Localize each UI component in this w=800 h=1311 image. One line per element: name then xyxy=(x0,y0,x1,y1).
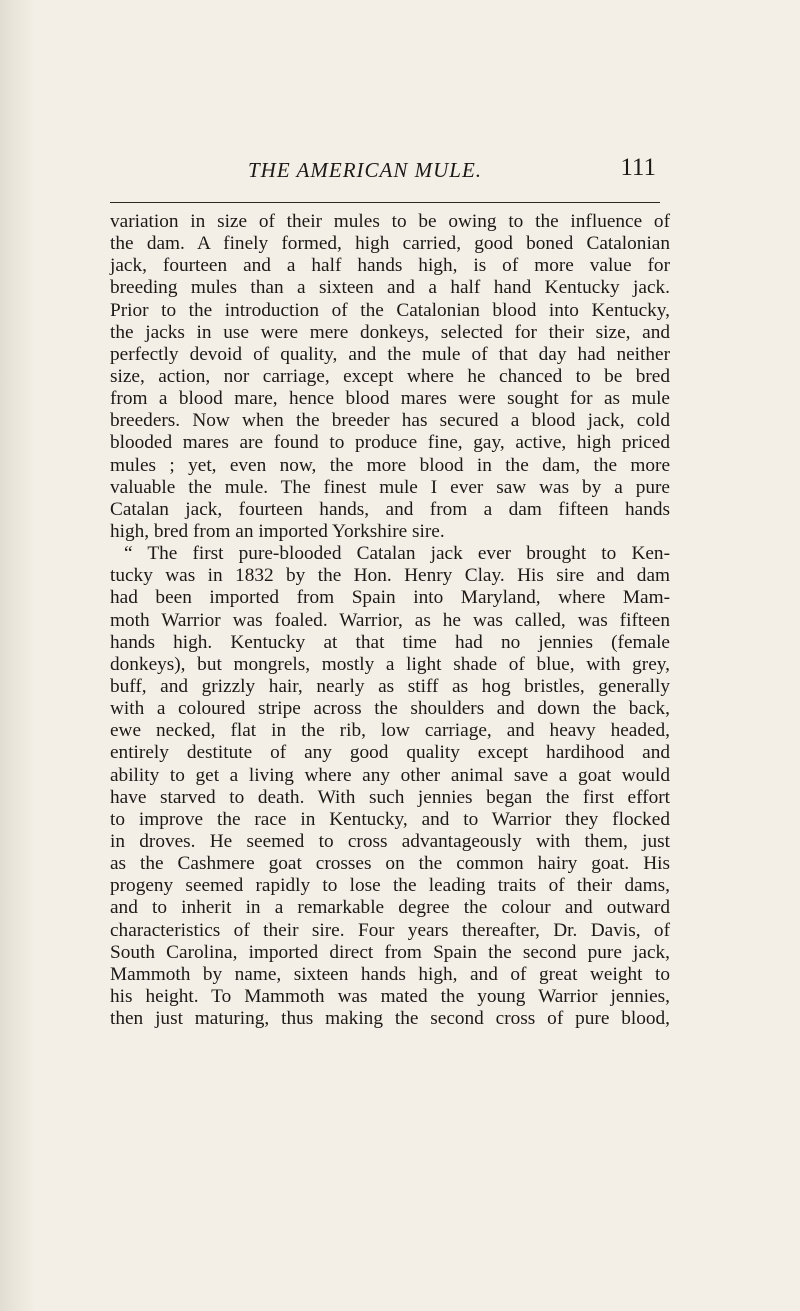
text-line: with a coloured stripe across the shoulders and down the back, xyxy=(110,698,670,720)
header-rule xyxy=(110,202,660,203)
text-line: Mammoth by name, sixteen hands high, and of great weight to xyxy=(110,963,670,985)
text-line: the jacks in use were mere donkeys, selected for their size, and xyxy=(110,321,670,343)
text-line: donkeys), but mongrels, mostly a light shade of blue, with grey, xyxy=(110,653,670,675)
text-line: ewe necked, flat in the rib, low carriage, and heavy headed, xyxy=(110,720,670,742)
text-line: from a blood mare, hence blood mares were sought for as mule xyxy=(110,388,670,410)
text-line: the dam. A finely formed, high carried, good boned Catalonian xyxy=(110,233,670,255)
text-line: jack, fourteen and a half hands high, is of more value for xyxy=(110,255,670,277)
page-number: 111 xyxy=(620,154,656,181)
text-line: progeny seemed rapidly to lose the leading traits of their dams, xyxy=(110,875,670,897)
text-line: “ The first pure-blooded Catalan jack ever brought to Ken- xyxy=(124,543,670,565)
text-line: had been imported from Spain into Maryland, where Mam- xyxy=(110,587,670,609)
text-line: blooded mares are found to produce fine, gay, active, high priced xyxy=(110,432,670,454)
text-line: tucky was in 1832 by the Hon. Henry Clay. His sire and dam xyxy=(110,565,670,587)
text-line: moth Warrior was foaled. Warrior, as he was called, was fifteen xyxy=(110,609,670,631)
text-line: and to inherit in a remarkable degree the colour and outward xyxy=(110,897,670,919)
text-line: characteristics of their sire. Four years thereafter, Dr. Davis, of xyxy=(110,919,670,941)
text-line: ability to get a living where any other animal save a goat would xyxy=(110,764,670,786)
text-line: variation in size of their mules to be owing to the influence of xyxy=(110,211,670,232)
running-head xyxy=(110,150,670,190)
text-line: as the Cashmere goat crosses on the common hairy goat. His xyxy=(110,853,670,875)
text-line: have starved to death. With such jennies began the first effort xyxy=(110,786,670,808)
text-line: entirely destitute of any good quality except hardihood and xyxy=(110,742,670,764)
text-line: buff, and grizzly hair, nearly as stiff as hog bristles, generally xyxy=(110,675,670,697)
text-line: mules ; yet, even now, the more blood in the dam, the more xyxy=(110,454,670,476)
text-line: in droves. He seemed to cross advantageously with them, just xyxy=(110,830,670,852)
text-line: his height. To Mammoth was mated the young Warrior jennies, xyxy=(110,985,670,1007)
text-line: to improve the race in Kentucky, and to Warrior they flocked xyxy=(110,808,670,830)
text-line: breeding mules than a sixteen and a half hand Kentucky jack. xyxy=(110,277,670,299)
text-line: valuable the mule. The finest mule I ever saw was by a pure xyxy=(110,476,670,498)
text-line: hands high. Kentucky at that time had no jennies (female xyxy=(110,631,670,653)
body-text xyxy=(110,211,670,1030)
text-line: Prior to the introduction of the Catalonian blood into Kentucky, xyxy=(110,299,670,321)
text-line: then just maturing, thus making the second cross of pure blood, xyxy=(110,1008,670,1030)
text-line: Catalan jack, fourteen hands, and from a dam fifteen hands xyxy=(110,498,670,520)
text-line: perfectly devoid of quality, and the mule of that day had neither xyxy=(110,343,670,365)
running-head-title: THE AMERICAN MULE. xyxy=(248,158,483,182)
text-line: South Carolina, imported direct from Spain the second pure jack, xyxy=(110,941,670,963)
text-line: high, bred from an imported Yorkshire sire. xyxy=(110,520,445,542)
text-line: breeders. Now when the breeder has secured a blood jack, cold xyxy=(110,410,670,432)
text-line: size, action, nor carriage, except where he chanced to be bred xyxy=(110,365,670,387)
gutter-shadow xyxy=(0,0,36,1311)
